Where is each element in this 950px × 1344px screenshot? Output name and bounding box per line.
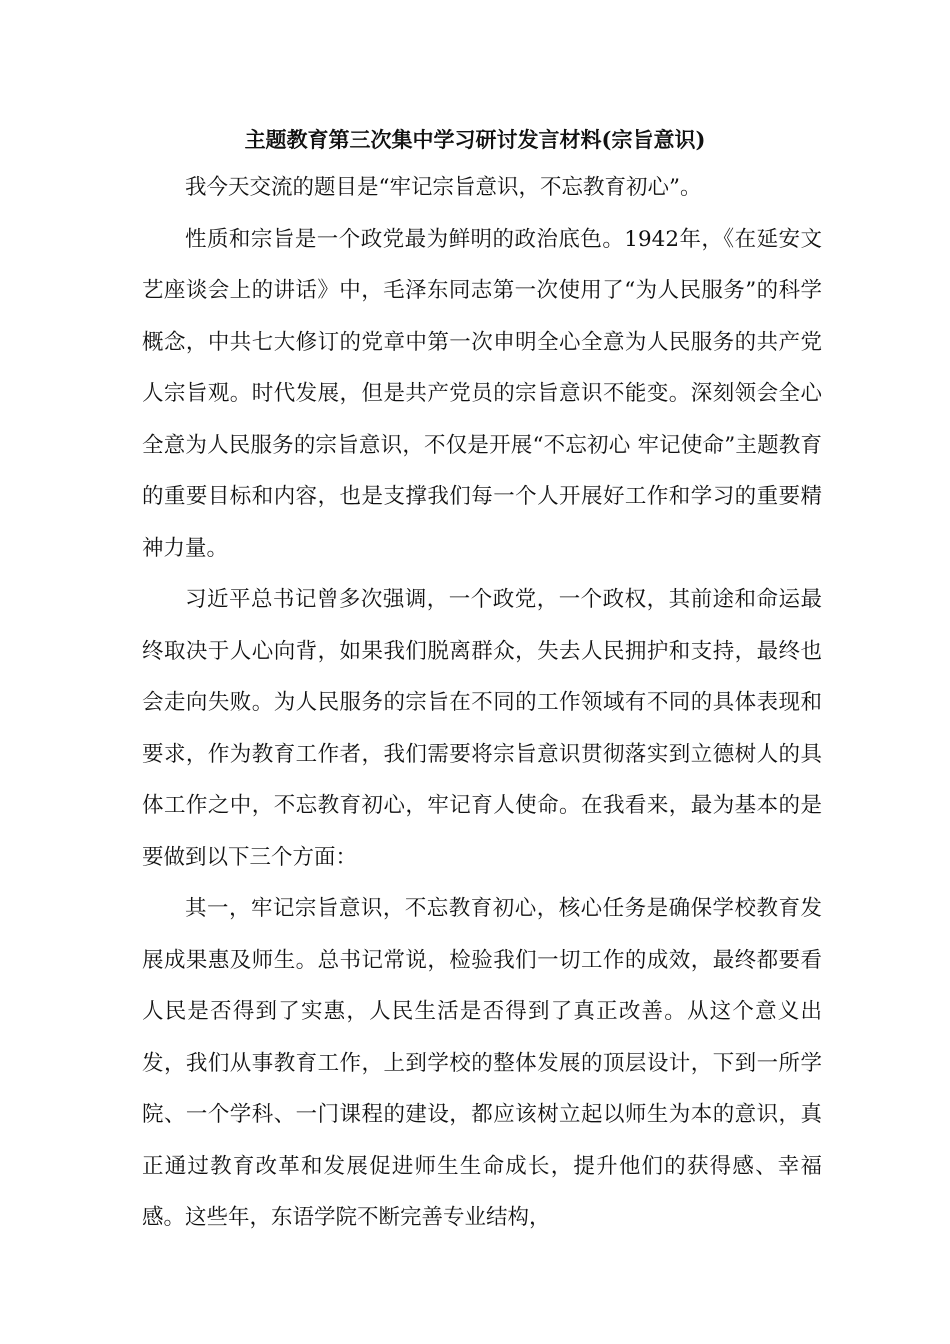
paragraph-intro: 我今天交流的题目是“牢记宗旨意识，不忘教育初心”。	[185, 175, 702, 200]
document-title: 主题教育第三次集中学习研讨发言材料(宗旨意识)	[244, 127, 706, 152]
paragraph-xi-emphasis: 习近平总书记曾多次强调，一个政党，一个政权，其前途和命运最终取决于人心向背，如果我们脱离群众，失去人民拥护和支持，最终也会走向失败。为人民服务的宗旨在不同的工作领域有不同的具体表现和要求，作为教育工作者，我们需要将宗旨意识贯彻落实到立德树人的具体工作之中，不忘教育初心，牢记育人使命。在我看来，最为基本的是要做到以下三个方面：	[142, 587, 822, 870]
document-body	[142, 162, 822, 1244]
paragraph-nature-and-purpose: 性质和宗旨是一个政党最为鲜明的政治底色。1942年，《在延安文艺座谈会上的讲话》中，毛泽东同志第一次使用了“为人民服务”的科学概念，中共七大修订的党章中第一次申明全心全意为人民服务的共产党人宗旨观。时代发展，但是共产党员的宗旨意识不能变。深刻领会全心全意为人民服务的宗旨意识，不仅是开展“不忘初心 牢记使命”主题教育的重要目标和内容，也是支撑我们每一个人开展好工作和学习的重要精神力量。	[142, 226, 822, 561]
paragraph-first-point: 其一，牢记宗旨意识，不忘教育初心，核心任务是确保学校教育发展成果惠及师生。总书记常说，检验我们一切工作的成效，最终都要看人民是否得到了实惠，人民生活是否得到了真正改善。从这个意义出发，我们从事教育工作，上到学校的整体发展的顶层设计，下到一所学院、一个学科、一门课程的建设，都应该树立起以师生为本的意识，真正通过教育改革和发展促进师生生命成长，提升他们的获得感、幸福感。这些年，东语学院不断完善专业结构，	[142, 896, 822, 1230]
